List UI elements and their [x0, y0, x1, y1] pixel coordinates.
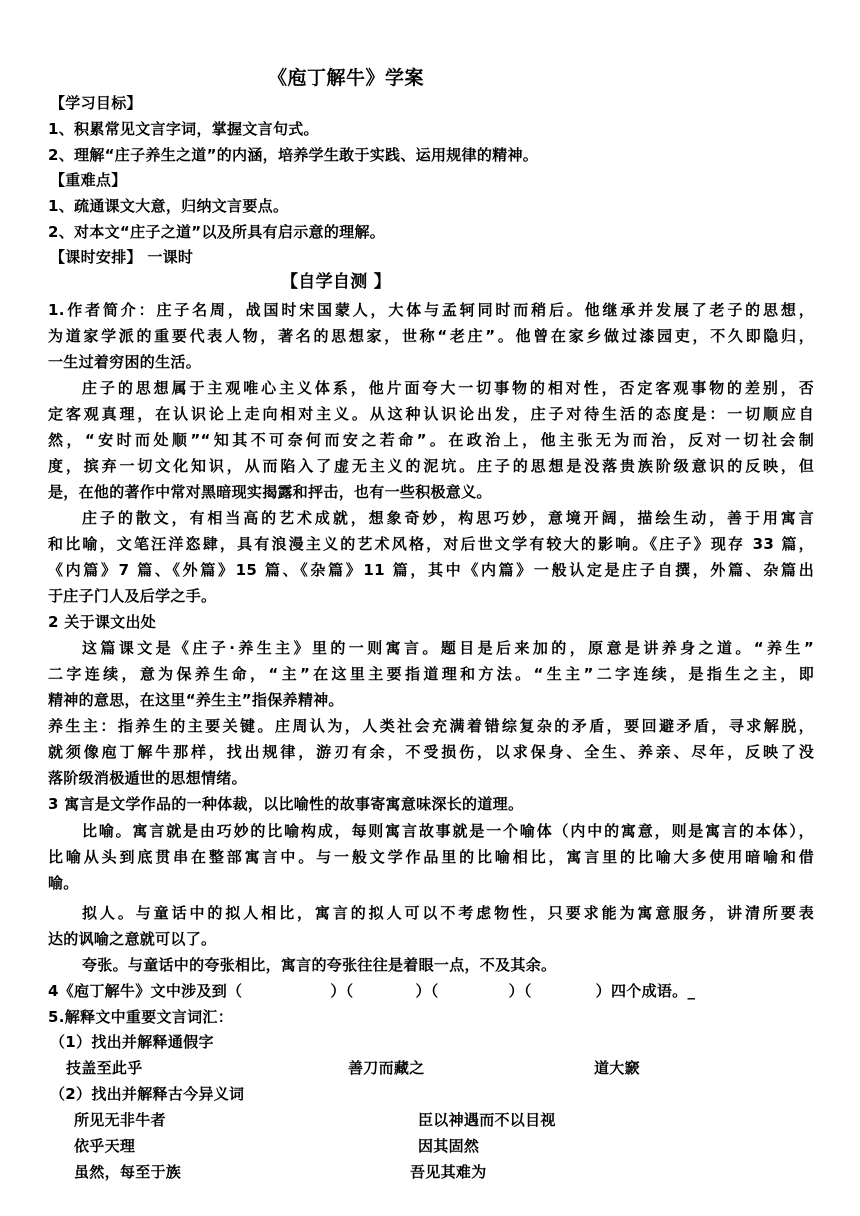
body-line: 度，摈弃一切文化知识，从而陷入了虚无主义的泥坑。庄子的思想是没落贵族阶级意识的反映，但 [48, 457, 814, 475]
q4-separator: ）（ [330, 982, 354, 1000]
body-line: 于庄子门人及后学之手。 [48, 587, 217, 605]
section-heading: 3 寓言是文学作品的一种体裁，以比喻性的故事寄寓意味深长的道理。 [48, 795, 524, 813]
self-study-heading: 【自学自测 】 [281, 272, 392, 292]
q4-suffix: ）四个成语。_ [595, 982, 696, 1000]
body-line: 1.作者简介：庄子名周，战国时宋国蒙人，大体与孟轲同时而稍后。他继承并发展了老子的思想， [48, 301, 814, 319]
sub-question-2: （2）找出并解释古今异义词 [50, 1085, 245, 1103]
body-line: 和比喻，文笔汪洋恣肆，具有浪漫主义的艺术风格，对后世文学有较大的影响。《庄子》现存 33 篇， [48, 535, 814, 553]
body-line: 是，在他的著作中常对黑暗现实揭露和抨击，也有一些积极意义。 [48, 483, 492, 501]
body-line: 就须像庖丁解牛那样，找出规律，游刃有余，不受损伤，以求保身、全生、养亲、尽年，反映了没 [48, 743, 814, 761]
key-point-item: 1、疏通课文大意，归纳文言要点。 [48, 197, 289, 215]
q4-separator: ）（ [415, 982, 439, 1000]
objectives-heading: 【学习目标】 [50, 94, 142, 112]
body-line: 精神的意思，在这里“养生主”指保养精神。 [48, 691, 344, 709]
body-line: 一生过着穷困的生活。 [48, 353, 202, 371]
question-5-heading: 5.解释文中重要文言词汇： [48, 1008, 234, 1026]
body-line: 二字连续，意为保养生命，“主”在这里主要指道理和方法。“生主”二字连续，是指生之主，即 [48, 665, 814, 683]
objective-item: 1、积累常见文言字词，掌握文言句式。 [48, 120, 319, 138]
vocab-item: 善刀而藏之 [348, 1059, 425, 1077]
vocab-item: 虽然，每至于族 [74, 1163, 182, 1181]
body-line: 比喻从头到底贯串在整部寓言中。与一般文学作品里的比喻相比，寓言里的比喻大多使用暗喻和借 [48, 848, 814, 866]
vocab-item: 技盖至此乎 [66, 1059, 143, 1077]
vocab-item: 依乎天理 [74, 1137, 136, 1155]
body-line: 落阶级消极遁世的思想情绪。 [48, 769, 247, 787]
body-line: 达的讽喻之意就可以了。 [48, 930, 217, 948]
body-line: 然，“安时而处顺”“知其不可奈何而安之若命”。在政治上，他主张无为而治，反对一切社会制 [48, 431, 814, 449]
body-line: 这篇课文是《庄子·养生主》里的一则寓言。题目是后来加的，原意是讲养身之道。“养生” [82, 639, 814, 657]
key-point-item: 2、对本文“庄子之道”以及所具有启示意的理解。 [48, 223, 386, 241]
body-line: 拟人。与童话中的拟人相比，寓言的拟人可以不考虑物性，只要求能为寓意服务，讲清所要表 [82, 904, 814, 922]
body-line: 为道家学派的重要代表人物，著名的思想家，世称“老庄”。他曾在家乡做过漆园吏，不久即隐归， [48, 327, 814, 345]
body-line: 定客观真理，在认识论上走向相对主义。从这种认识论出发，庄子对待生活的态度是：一切顺应自 [48, 405, 814, 423]
vocab-item: 臣以神遇而不以目视 [418, 1111, 556, 1129]
body-line: 庄子的散文，有相当高的艺术成就，想象奇妙，构思巧妙，意境开阔，描绘生动，善于用寓言 [82, 509, 814, 527]
key-points-heading: 【重难点】 [50, 171, 127, 189]
body-line: 庄子的思想属于主观唯心主义体系，他片面夸大一切事物的相对性，否定客观事物的差别，否 [82, 379, 814, 397]
vocab-item: 道大窾 [594, 1059, 640, 1077]
body-line: 《内篇》7 篇、《外篇》15 篇、《杂篇》11 篇，其中《内篇》一般认定是庄子自撰，外篇、杂篇出 [48, 561, 814, 579]
question-4 [48, 981, 695, 1001]
vocab-item: 因其固然 [418, 1137, 480, 1155]
vocab-item: 吾见其难为 [410, 1163, 487, 1181]
body-line: 喻。 [48, 874, 79, 892]
q4-prefix: 4《庖丁解牛》文中涉及到（ [48, 982, 243, 1000]
body-line: 比喻。寓言就是由巧妙的比喻构成，每则寓言故事就是一个喻体（内中的寓意，则是寓言的本体）， [82, 822, 814, 840]
section-heading: 2 关于课文出处 [48, 613, 157, 631]
objective-item: 2、理解“庄子养生之道”的内涵，培养学生敢于实践、运用规律的精神。 [48, 146, 539, 164]
schedule-line: 【课时安排】 一课时 [50, 248, 194, 266]
sub-question-1: （1）找出并解释通假字 [50, 1033, 214, 1051]
page-title: 《庖丁解牛》学案 [268, 67, 425, 89]
q4-separator: ）（ [508, 982, 532, 1000]
body-line: 夸张。与童话中的夸张相比，寓言的夸张往往是着眼一点，不及其余。 [82, 956, 557, 974]
vocab-item: 所见无非牛者 [74, 1111, 166, 1129]
body-line: 养生主：指养生的主要关键。庄周认为，人类社会充满着错综复杂的矛盾，要回避矛盾，寻求解脱， [48, 717, 814, 735]
